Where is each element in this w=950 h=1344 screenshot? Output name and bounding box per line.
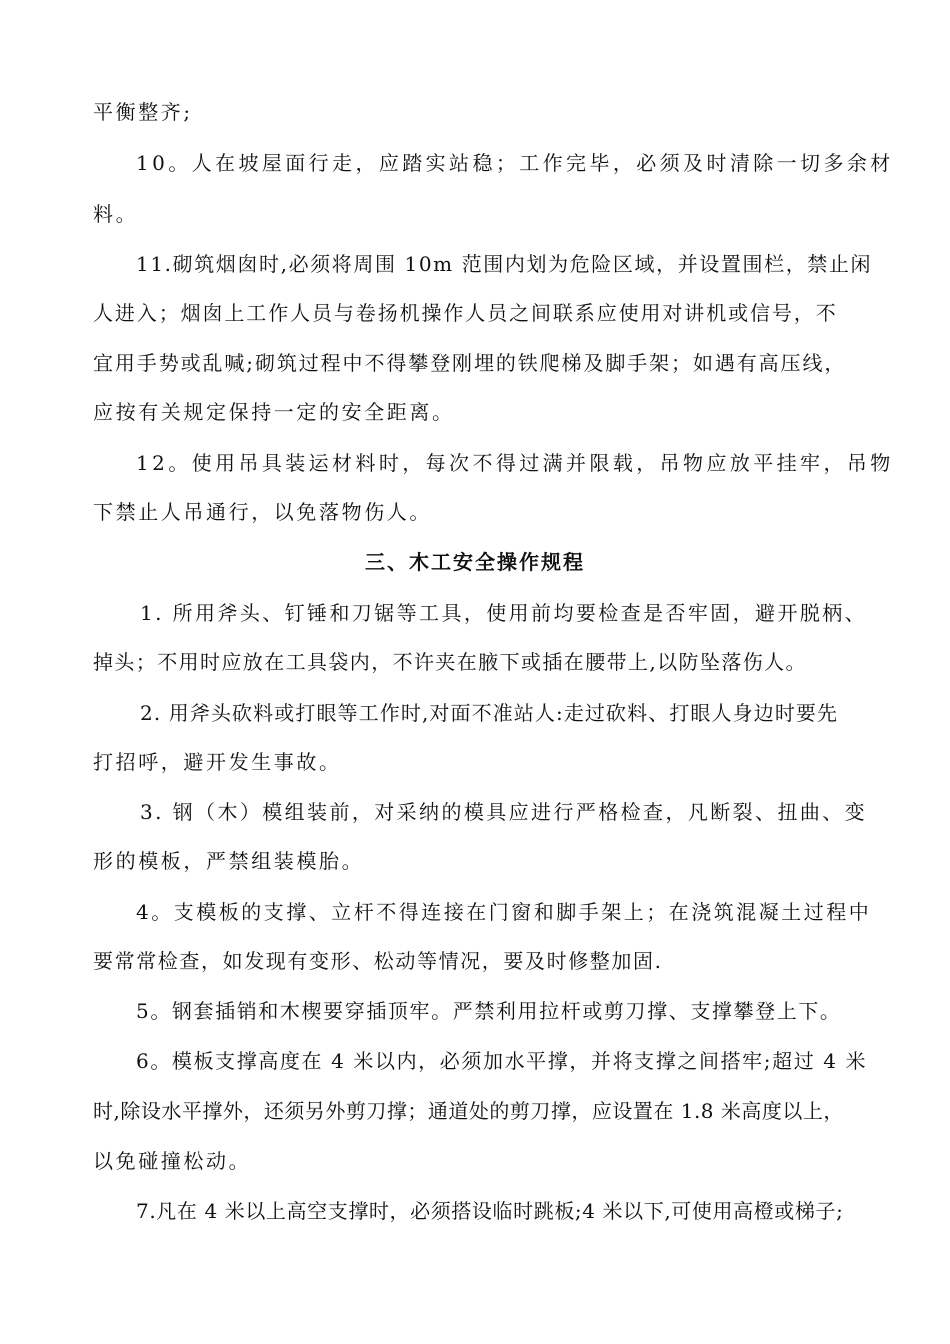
paragraph-line: 时,除设水平撑外，还须另外剪刀撑；通道处的剪刀撑，应设置在 1.8 米高度以上， bbox=[93, 1099, 844, 1123]
paragraph-line: 6。模板支撑高度在 4 米以内，必须加水平撑，并将支撑之间搭牢;超过 4 米 bbox=[136, 1049, 868, 1073]
paragraph-line: 11.砌筑烟囱时,必须将周围 10m 范围内划为危险区域，并设置围栏，禁止闲 bbox=[136, 252, 873, 276]
paragraph-line: 3. 钢（木）模组装前，对采纳的模具应进行严格检查，凡断裂、扭曲、变 bbox=[140, 800, 868, 824]
paragraph-line: 12。使用吊具装运材料时，每次不得过满并限载，吊物应放平挂牢，吊物 bbox=[136, 451, 894, 475]
paragraph-line: 掉头；不用时应放在工具袋内，不许夹在腋下或插在腰带上,以防坠落伤人。 bbox=[93, 650, 807, 674]
section-heading: 三、木工安全操作规程 bbox=[365, 550, 585, 574]
paragraph-line: 要常常检查，如发现有变形、松动等情况，要及时修整加固. bbox=[93, 949, 663, 973]
paragraph-line: 料。 bbox=[93, 202, 139, 226]
paragraph-line: 打招呼，避开发生事故。 bbox=[93, 750, 342, 774]
paragraph-line: 5。钢套插销和木楔要穿插顶牢。严禁利用拉杆或剪刀撑、支撑攀登上下。 bbox=[136, 999, 842, 1023]
paragraph-line: 1. 所用斧头、钉锤和刀锯等工具，使用前均要检查是否牢固，避开脱柄、 bbox=[140, 601, 868, 625]
paragraph-line: 宜用手势或乱喊;砌筑过程中不得攀登刚埋的铁爬梯及脚手架；如遇有高压线， bbox=[93, 351, 847, 375]
paragraph-line: 2. 用斧头砍料或打眼等工作时,对面不准站人:走过砍料、打眼人身边时要先 bbox=[140, 701, 839, 725]
paragraph-line: 应按有关规定保持一定的安全距离。 bbox=[93, 400, 455, 424]
paragraph-line: 平衡整齐; bbox=[93, 100, 193, 124]
paragraph-line: 4。支模板的支撑、立杆不得连接在门窗和脚手架上；在浇筑混凝土过程中 bbox=[136, 900, 872, 924]
paragraph-line: 以免碰撞松动。 bbox=[93, 1149, 252, 1173]
paragraph-line: 人进入；烟囱上工作人员与卷扬机操作人员之间联系应使用对讲机或信号，不 bbox=[93, 301, 838, 325]
paragraph-line: 7.凡在 4 米以上高空支撑时，必须搭设临时跳板;4 米以下,可使用高橙或梯子; bbox=[136, 1199, 844, 1223]
paragraph-line: 形的模板，严禁组装模胎。 bbox=[93, 849, 365, 873]
paragraph-line: 下禁止人吊通行，以免落物伤人。 bbox=[93, 500, 432, 524]
paragraph-line: 10。人在坡屋面行走，应踏实站稳；工作完毕，必须及时清除一切多余材 bbox=[136, 151, 894, 175]
